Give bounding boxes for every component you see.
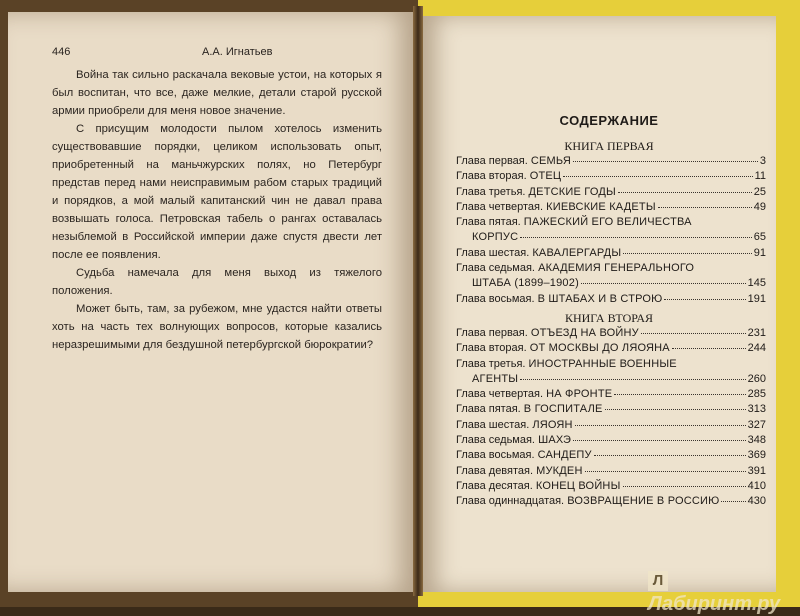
toc-book1 bbox=[456, 155, 766, 308]
toc-chapter-title: ЛЯОЯН bbox=[532, 418, 573, 431]
left-page-text bbox=[52, 66, 382, 354]
toc-entry bbox=[456, 449, 766, 464]
toc-leader bbox=[585, 470, 746, 472]
toc-chapter: Глава четвертая. bbox=[456, 200, 544, 213]
toc-leader bbox=[573, 160, 758, 162]
toc-entry bbox=[456, 358, 766, 373]
toc-page-number: 231 bbox=[747, 327, 766, 339]
toc-page-number: 327 bbox=[747, 418, 766, 431]
toc-leader bbox=[623, 485, 746, 487]
toc-leader bbox=[614, 393, 745, 395]
toc-chapter-title: ВОЗВРАЩЕНИЕ В РОССИЮ bbox=[567, 495, 720, 508]
toc-page-number: 260 bbox=[747, 372, 766, 385]
toc-chapter-title: АКАДЕМИЯ ГЕНЕРАЛЬНОГО bbox=[538, 262, 695, 275]
toc-chapter: Глава третья. bbox=[456, 185, 526, 198]
toc-chapter-title-cont: КОРПУС bbox=[472, 231, 519, 244]
paragraph: Может быть, там, за рубежом, мне удастся найти ответы хоть на часть тех волнующих вопросов, которые казались неразрешимыми для бездушной петербургской бюрократии? bbox=[52, 303, 382, 351]
toc-leader bbox=[573, 439, 745, 441]
running-head-author: А.А. Игнатьев bbox=[202, 46, 273, 58]
toc-page-number: 244 bbox=[747, 342, 766, 355]
toc-leader bbox=[618, 191, 752, 193]
page-number: 446 bbox=[52, 46, 71, 58]
toc-page-number: 313 bbox=[747, 403, 766, 416]
book2-heading: КНИГА ВТОРАЯ bbox=[564, 311, 654, 325]
toc-page-number: 65 bbox=[753, 231, 766, 244]
toc-chapter: Глава пятая. bbox=[456, 403, 521, 416]
toc-entry bbox=[456, 434, 766, 449]
toc-page-number: 191 bbox=[747, 292, 766, 305]
toc-chapter-title: КАВАЛЕРГАРДЫ bbox=[532, 246, 622, 259]
toc-chapter: Глава одиннадцатая. bbox=[456, 495, 565, 508]
toc-chapter-title: ШАХЭ bbox=[538, 434, 572, 447]
toc-chapter-title: КИЕВСКИЕ КАДЕТЫ bbox=[546, 200, 656, 213]
toc-leader bbox=[623, 252, 751, 254]
toc-entry-continued bbox=[456, 373, 766, 388]
toc-page-number: 369 bbox=[747, 449, 766, 462]
toc-entry bbox=[456, 327, 766, 342]
toc-page-number: 49 bbox=[753, 200, 766, 213]
toc-page-number: 91 bbox=[753, 246, 766, 259]
toc-page-number: 11 bbox=[754, 170, 766, 183]
toc-entry bbox=[456, 293, 766, 308]
toc-leader bbox=[721, 500, 745, 502]
toc-entry bbox=[456, 342, 766, 357]
toc-book2 bbox=[456, 327, 766, 511]
toc-entry bbox=[456, 247, 766, 262]
toc-chapter: Глава шестая. bbox=[456, 246, 530, 259]
toc-page-number: 285 bbox=[747, 388, 766, 401]
toc-chapter-title: НА ФРОНТЕ bbox=[546, 388, 613, 401]
toc-entry-continued bbox=[456, 277, 766, 292]
toc-chapter: Глава пятая. bbox=[456, 216, 521, 229]
book1-heading: КНИГА ПЕРВАЯ bbox=[564, 139, 654, 153]
toc-page-number: 348 bbox=[747, 434, 766, 447]
toc-chapter-title: ИНОСТРАННЫЕ ВОЕННЫЕ bbox=[528, 357, 677, 370]
toc-entry-continued bbox=[456, 231, 766, 246]
toc-chapter-title: МУКДЕН bbox=[536, 464, 583, 477]
toc-chapter: Глава первая. bbox=[456, 155, 528, 167]
toc-leader bbox=[641, 332, 746, 334]
watermark-text: Лабиринт.ру bbox=[648, 593, 781, 615]
toc-chapter: Глава шестая. bbox=[456, 418, 530, 431]
toc-page-number: 25 bbox=[753, 185, 766, 198]
toc-leader bbox=[520, 236, 752, 238]
toc-leader bbox=[581, 282, 746, 284]
toc-page-number: 3 bbox=[759, 155, 766, 167]
toc-chapter: Глава девятая. bbox=[456, 464, 534, 477]
toc-leader bbox=[520, 378, 745, 380]
toc-chapter-title: СЕМЬЯ bbox=[530, 155, 571, 167]
toc-entry bbox=[456, 186, 766, 201]
toc-chapter: Глава третья. bbox=[456, 357, 526, 370]
toc-entry bbox=[456, 201, 766, 216]
toc-chapter-title-cont: ШТАБА (1899–1902) bbox=[472, 277, 579, 290]
book-gutter bbox=[413, 6, 423, 596]
toc-leader bbox=[605, 408, 746, 410]
toc-chapter: Глава первая. bbox=[456, 327, 528, 339]
toc-chapter-title: В ШТАБАХ И В СТРОЮ bbox=[537, 292, 663, 305]
toc-chapter-title: В ГОСПИТАЛЕ bbox=[523, 403, 603, 416]
toc-page-number: 145 bbox=[747, 277, 766, 290]
toc-entry bbox=[456, 419, 766, 434]
toc-leader bbox=[664, 298, 745, 300]
toc-chapter-title: ДЕТСКИЕ ГОДЫ bbox=[528, 185, 616, 198]
toc-leader bbox=[563, 175, 752, 177]
toc-entry bbox=[456, 170, 766, 185]
toc-chapter: Глава десятая. bbox=[456, 479, 533, 492]
toc-entry bbox=[456, 403, 766, 418]
toc-entry bbox=[456, 465, 766, 480]
toc-chapter: Глава четвертая. bbox=[456, 388, 544, 401]
watermark bbox=[648, 570, 800, 616]
toc-leader bbox=[672, 347, 746, 349]
toc-chapter-title: ОТЕЦ bbox=[529, 170, 562, 183]
toc-chapter: Глава седьмая. bbox=[456, 434, 535, 447]
toc-chapter: Глава вторая. bbox=[456, 342, 527, 355]
toc-entry bbox=[456, 216, 766, 231]
toc-chapter-title-cont: АГЕНТЫ bbox=[472, 372, 519, 385]
toc-chapter: Глава восьмая. bbox=[456, 449, 535, 462]
toc-chapter-title: ОТЪЕЗД НА ВОЙНУ bbox=[530, 327, 639, 339]
toc-entry bbox=[456, 480, 766, 495]
toc-chapter: Глава вторая. bbox=[456, 170, 527, 183]
toc-chapter: Глава восьмая. bbox=[456, 292, 535, 305]
toc-leader bbox=[658, 206, 752, 208]
watermark-logo-icon: Л bbox=[648, 571, 668, 591]
toc-entry bbox=[456, 388, 766, 403]
paragraph: Война так сильно раскачала вековые устои, на которых я был воспитан, что все, даже мелкие, детали старой русской армии приобрели для меня новое значение. bbox=[52, 69, 382, 117]
toc-chapter-title: ОТ МОСКВЫ ДО ЛЯОЯНА bbox=[529, 342, 670, 355]
toc-entry bbox=[456, 495, 766, 510]
toc-page-number: 410 bbox=[747, 479, 766, 492]
toc-leader bbox=[594, 454, 746, 456]
toc-chapter: Глава седьмая. bbox=[456, 262, 535, 275]
toc-chapter-title: КОНЕЦ ВОЙНЫ bbox=[535, 479, 621, 492]
toc-entry bbox=[456, 262, 766, 277]
paragraph: Судьба намечала для меня выход из тяжелого положения. bbox=[52, 267, 382, 297]
toc-page-number: 391 bbox=[747, 464, 766, 477]
toc-title: СОДЕРЖАНИЕ bbox=[559, 113, 659, 128]
toc-chapter-title: САНДЕПУ bbox=[537, 449, 592, 462]
paragraph: С присущим молодости пылом хотелось изменить существовавшие порядки, целиком использовать опыт, приобретенный на маньчжурских полях, но Петербург представ перед нами неисправимым рабом старых традиций и порядков, а мой малый капитанский чин не давал права возвышать голоса. Петровская табель о рангах оставалась незыблемой в Российской империи даже спустя двести лет после ее появления. bbox=[52, 123, 382, 261]
toc-chapter-title: ПАЖЕСКИЙ ЕГО ВЕЛИЧЕСТВА bbox=[523, 216, 692, 229]
toc-leader bbox=[575, 424, 746, 426]
toc-entry bbox=[456, 155, 766, 170]
toc-page-number: 430 bbox=[747, 495, 766, 508]
